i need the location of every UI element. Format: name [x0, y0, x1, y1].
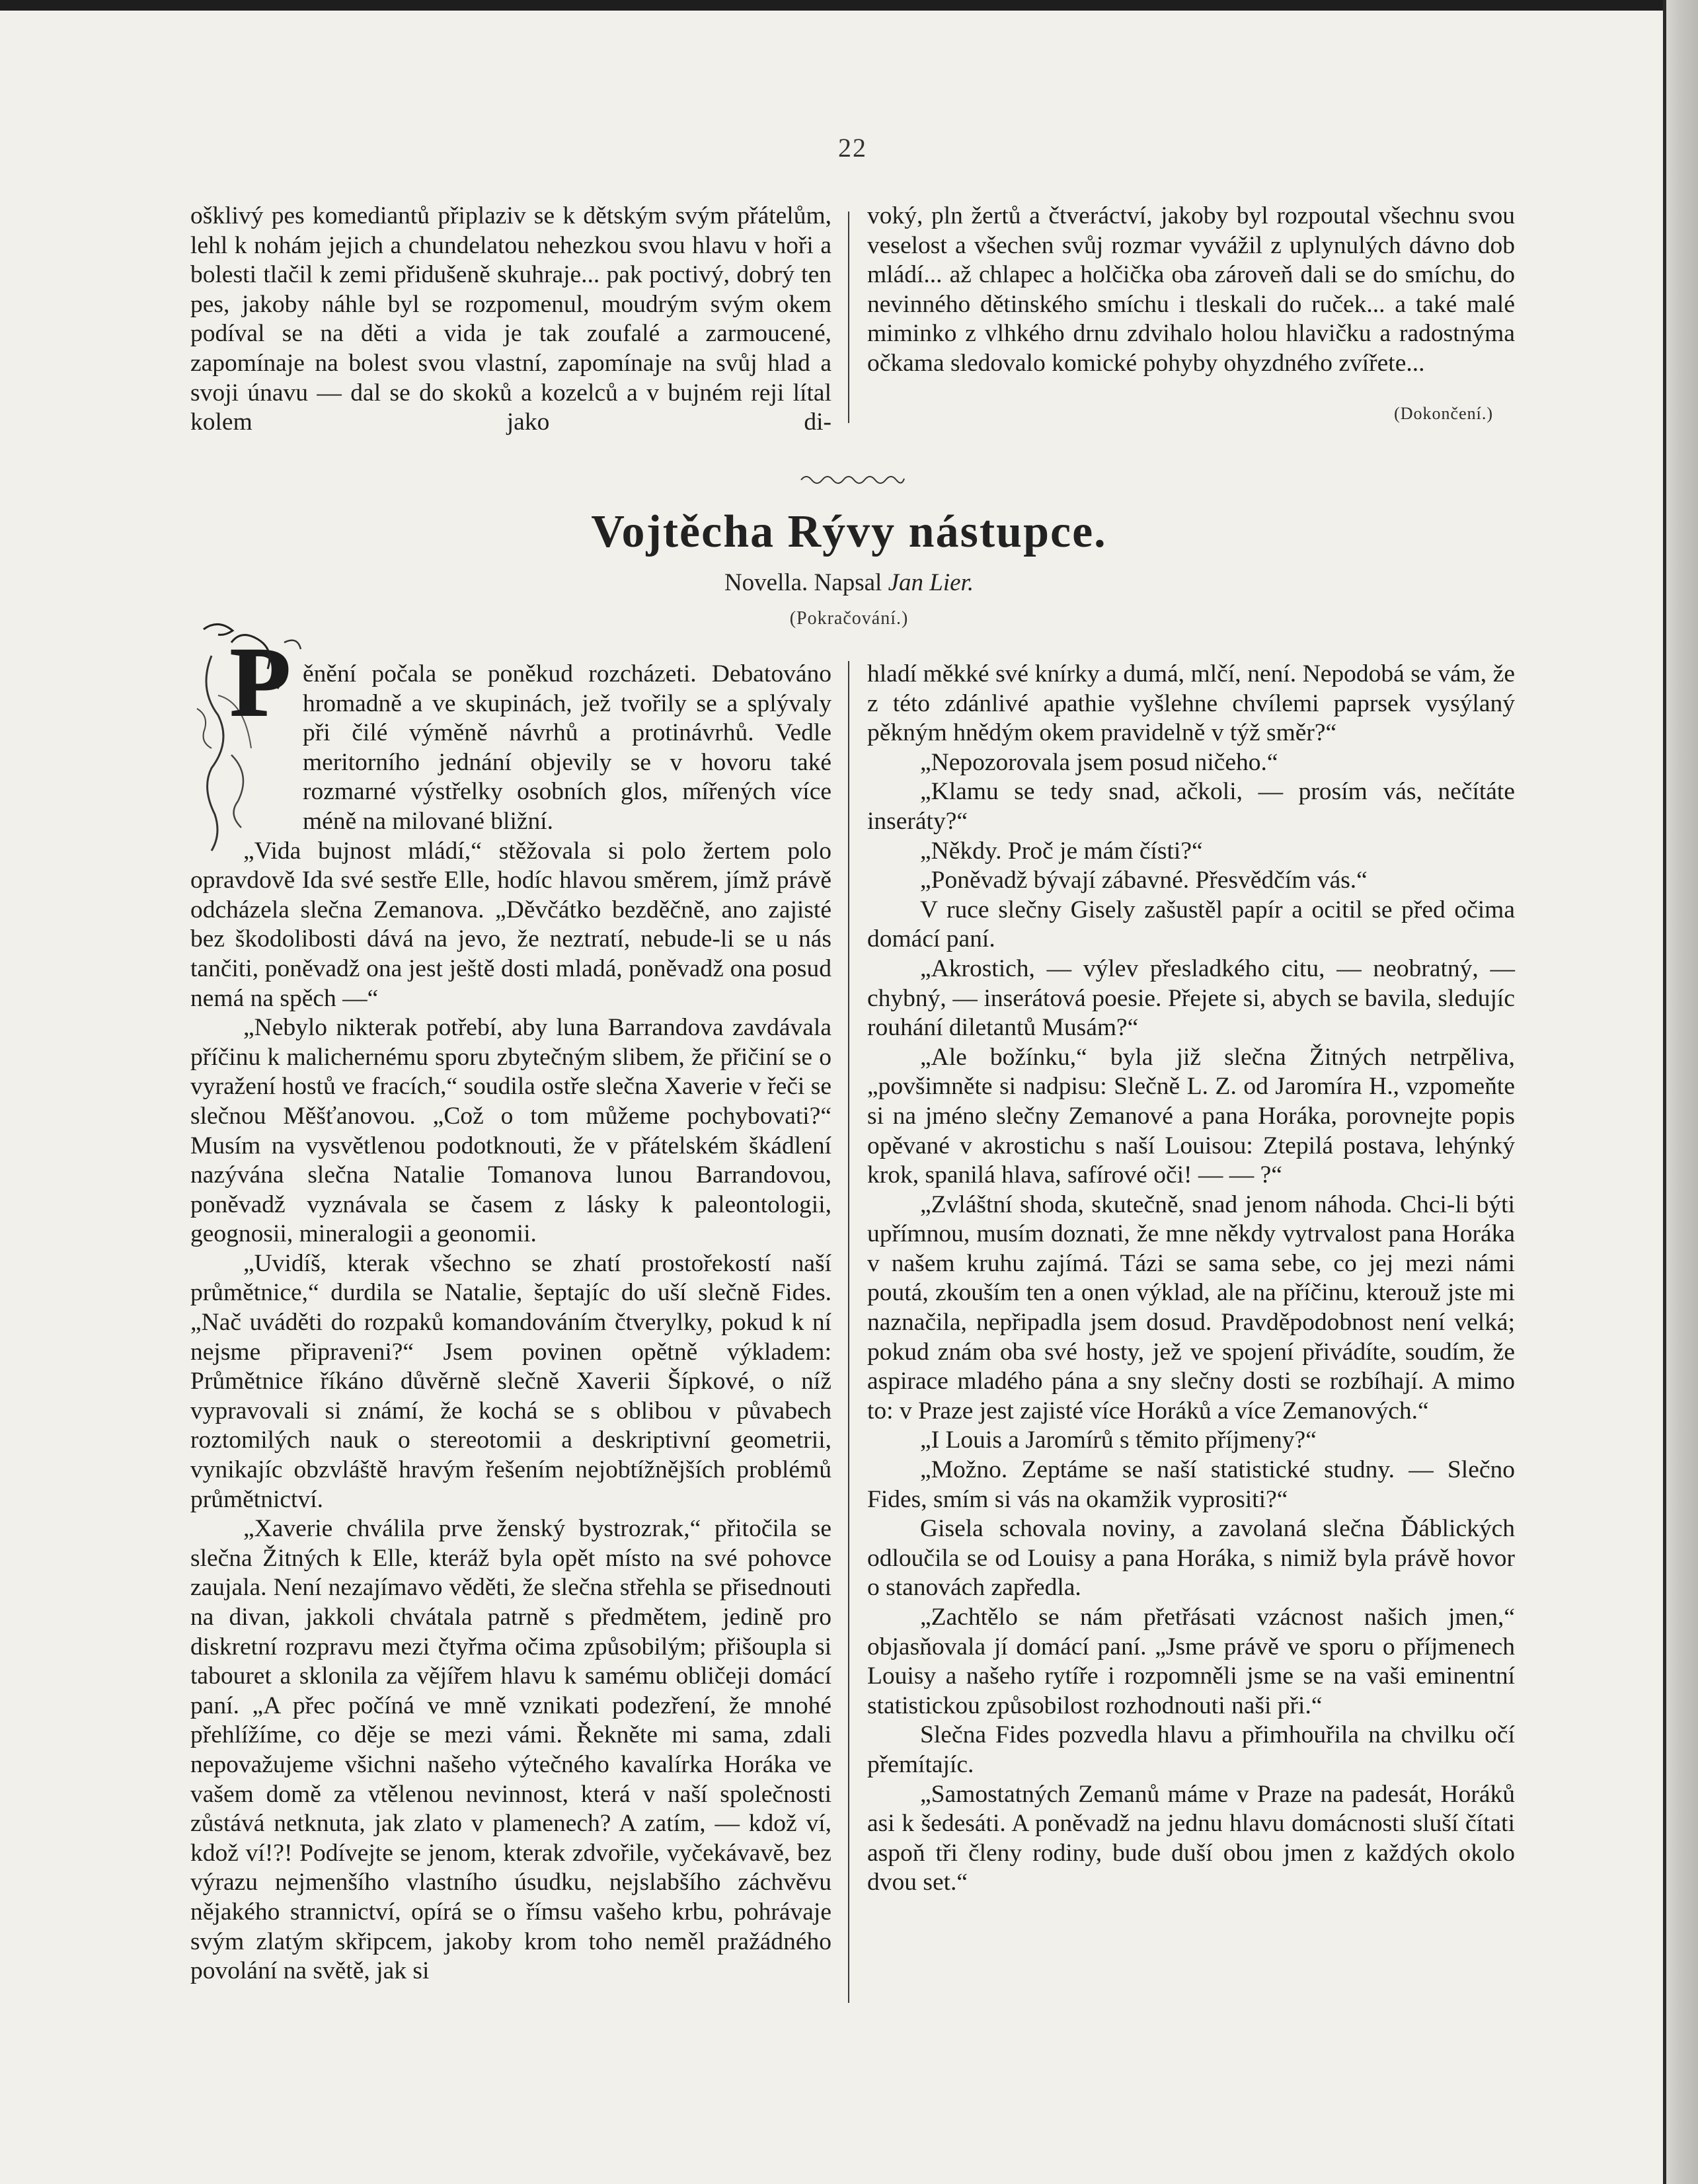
paragraph: hladí měkké své knírky a dumá, mlčí, není. Nepodobá se vám, že z této zdánlivé apathie vyšlehne chvílemi paprsek vysýlaný pěkným hnědým okem pravidelně v týž směr?“	[867, 660, 1515, 747]
continued-note: (Pokračování.)	[789, 608, 909, 629]
paragraph: „I Louis a Jaromírů s těmito příjmeny?“	[920, 1426, 1317, 1454]
paragraph: „Poněvadž bývají zábavné. Přesvědčím vás.“	[920, 867, 1368, 894]
paragraph: „Akrostich, — výlev přesladkého citu, — neobratný, — chybný, — inserátová poesie. Přejete si, abych se bavila, sledujíc rouhání diletantů Musám?“	[867, 955, 1515, 1042]
paragraph: Gisela schovala noviny, a zavolaná slečna Ďáblických odloučila se od Louisy a pana Horáka, s nimiž byla právě hovor o stanovách zapředla.	[867, 1515, 1515, 1602]
paragraph: „Možno. Zeptáme se naší statistické studny. — Slečno Fides, smím si vás na okamžik vyprositi?“	[867, 1456, 1515, 1513]
paragraph: „Zvláštní shoda, skutečně, snad jenom náhoda. Chci-li býti upřímnou, musím doznati, že mne někdy vytrvalost pana Horáka v našem kruhu zajímá. Tázi se sama sebe, co jej mezi námi poutá, zkouším ten a onen výklad, ale na příčinu, kterouž jste mi naznačila, nepřipadla jsem dosud. Pravděpodobnost není velká; pokud znám oba své hosty, jež ve spojení přivádíte, soudím, že aspirace mladého pána a sny slečny dosti se rozbíhají. A mimo to: v Praze jest zajisté více Horáků a více Zemanových.“	[867, 1190, 1515, 1424]
paragraph: V ruce slečny Gisely zašustěl papír a ocitil se před očima domácí paní.	[867, 896, 1515, 953]
paragraph: Slečna Fides pozvedla hlavu a přimhouřila na chvilku očí přemítajíc.	[867, 1721, 1515, 1778]
top-left-column	[190, 202, 831, 438]
article-right-column	[867, 660, 1515, 1898]
opening-paragraph: ěnění počala se poněkud rozcházeti. Debatováno hromadně a ve skupinách, jež tvořily se a splývaly při čilé výměně návrhů a protinávrhů. Vedle meritorního jednání objevily se v hovoru také rozmarné výstřelky osobních glos, mířených více méně na milované bližní.	[303, 660, 831, 835]
paragraph: „Uvidíš, kterak všechno se zhatí prostořekostí naší průmětnice,“ durdila se Natalie, šeptajíc do uší slečně Fides. „Nač uváděti do rozpaků komandováním čtverylky, pokud k ní nejsme připraveni?“ Jsem povinen opětně výkladem: Průmětnice říkáno důvěrně slečně Xaverii Šípkové, o níž vypravovali si známí, že kochá se s oblibou v půvabech roztomilých nauk o stereotomii a deskriptivní geometrii, vynikajíc obzvláště hravým řešením nejobtížnějších problémů průmětnictví.	[190, 1249, 831, 1513]
paragraph: „Někdy. Proč je mám čísti?“	[920, 837, 1203, 865]
paragraph: ošklivý pes komediantů připlaziv se k dětským svým přátelům, lehl k nohám jejich a chundelatou nehezkou svou hlavu v hoři a bolesti tlačil k zemi přidušeně skuhraje... pak poctivý, dobrý ten pes, jakoby náhle byl se rozpomenul, moudrým svým okem podíval se na děti a vida je tak zoufalé a zarmoucené, zapomínaje na bolest svou vlastní, zapomínaje na svůj hlad a svoji únavu — dal se do skoků a kozelců a v bujném reji lítal kolem jako di-	[190, 202, 831, 436]
article-left-column	[190, 660, 831, 1986]
column-divider	[848, 661, 849, 2003]
closing-note: (Dokončení.)	[1394, 404, 1493, 423]
paragraph: voký, pln žertů a čtveráctví, jakoby byl rozpoutal všechnu svou veselost a všechen svůj rozmar vyvážil z uplynulých dávno dob mládí... až chlapec a holčička oba zároveň dali se do smíchu, do nevinného dětinského smíchu i tleskali do ruček... a také malé miminko z vlhkého drnu zdvihalo holou hlavičku a radostnýma očkama sledovalo komické pohyby ohyzdného zvířete...	[867, 202, 1515, 377]
article-subtitle	[0, 568, 1698, 597]
paragraph: „Nepozorovala jsem posud ničeho.“	[920, 748, 1278, 776]
scan-top-edge	[0, 0, 1698, 11]
dropcap-space	[190, 660, 303, 828]
scan-page-edge	[1666, 0, 1698, 2184]
paragraph: „Nebylo nikterak potřebí, aby luna Barrandova zavdávala příčinu k malichernému sporu zbytečným slibem, že přičiní se o vyražení hostů ve fracích,“ soudila ostře slečna Xaverie v řeči se slečnou Měšťanovou. „Což o tom můžeme pochybovati?“ Musím na vysvětlenou podotknouti, že v přátelském škádlení nazývána slečna Natalie Tomanova lunou Barrandovou, poněvadž vyznávala se časem z lásky k paleontologii, geognosii, mineralogii a geonomii.	[190, 1014, 831, 1248]
page-number: 22	[838, 133, 867, 163]
top-right-column	[867, 202, 1515, 379]
paragraph: „Xaverie chválila prve ženský bystrozrak,“ přitočila se slečna Žitných k Elle, kteráž byla opět místo na své pohovce zaujala. Není nezajímavo věděti, že slečna střehla se přisednouti na divan, jakkoli chvátala patrně s předmětem, jedině pro diskretní rozpravu mezi čtyřma očima způsobilým; přišoupla si tabouret a sklonila za vějířem hlavu k samému obličeji domácí paní. „A přec počíná ve mně vznikati podezření, že mnohé přehlížíme, co děje se mezi vámi. Řekněte mi sama, zdali nepovažujeme všichni našeho výtečného kavalírka Horáka ve vašem domě za vtělenou nevinnost, která v naší společnosti zůstává netknuta, jak zlato v plamenech? A zatím, — kdož ví, kdož ví!?! Podívejte se jenom, kterak zdvořile, vyčekávavě, bez výrazu nejmenšího vlastního úsudku, nejslabšího záchvěvu nějakého strannictví, opírá se o římsu vašeho krbu, pohrávaje svým zlatým skřipcem, jakoby krom toho neměl pražádného povolání na světě, jak si	[190, 1515, 831, 1985]
paragraph: „Klamu se tedy snad, ačkoli, — prosím vás, nečítáte inseráty?“	[867, 778, 1515, 835]
paragraph: „Samostatných Zemanů máme v Praze na padesát, Horáků asi k šedesáti. A poněvadž na jednu hlavu domácnosti sluší čítati aspoň tři členy rodiny, bude duší obou jmen z každých okolo dvou set.“	[867, 1780, 1515, 1896]
dropcap-letter: P	[230, 627, 291, 737]
paragraph: „Zachtělo se nám přetřásati vzácnost našich jmen,“ objasňovala jí domácí paní. „Jsme právě ve sporu o příjmenech Louisy a našeho rytíře i rozpomněli jsme se na vaši eminentní statistickou způsobilost rozhodnouti naši při.“	[867, 1604, 1515, 1719]
paragraph: „Ale božínku,“ byla již slečna Žitných netrpěliva, „povšimněte si nadpisu: Slečně L. Z. od Jaromíra H., vzpomeňte si na jméno slečny Zemanové a pana Horáka, porovnejte popis opěvané v akrostichu s naší Louisou: Ztepilá postava, lehýnký krok, spanilá hlava, safírové oči! — — ?“	[867, 1043, 1515, 1189]
paragraph: „Vida bujnost mládí,“ stěžovala si polo žertem polo opravdově Ida své sestře Elle, hodíc hlavou směrem, jímž právě odcházela slečna Zemanova. „Děvčátko bezděčně, ano zajisté bez škodolibosti dává na jevo, že neztratí, nebude-li se u nás tančiti, poněvadž ona jest ještě dosti mladá, poněvadž ona posud nemá na spěch —“	[190, 837, 831, 1012]
article-title: Vojtěcha Rývy nástupce.	[591, 506, 1107, 557]
subtitle-prefix: Novella. Napsal	[724, 569, 888, 596]
wave-ornament	[800, 472, 906, 485]
author-name: Jan Lier.	[888, 569, 974, 596]
column-divider	[848, 212, 849, 423]
